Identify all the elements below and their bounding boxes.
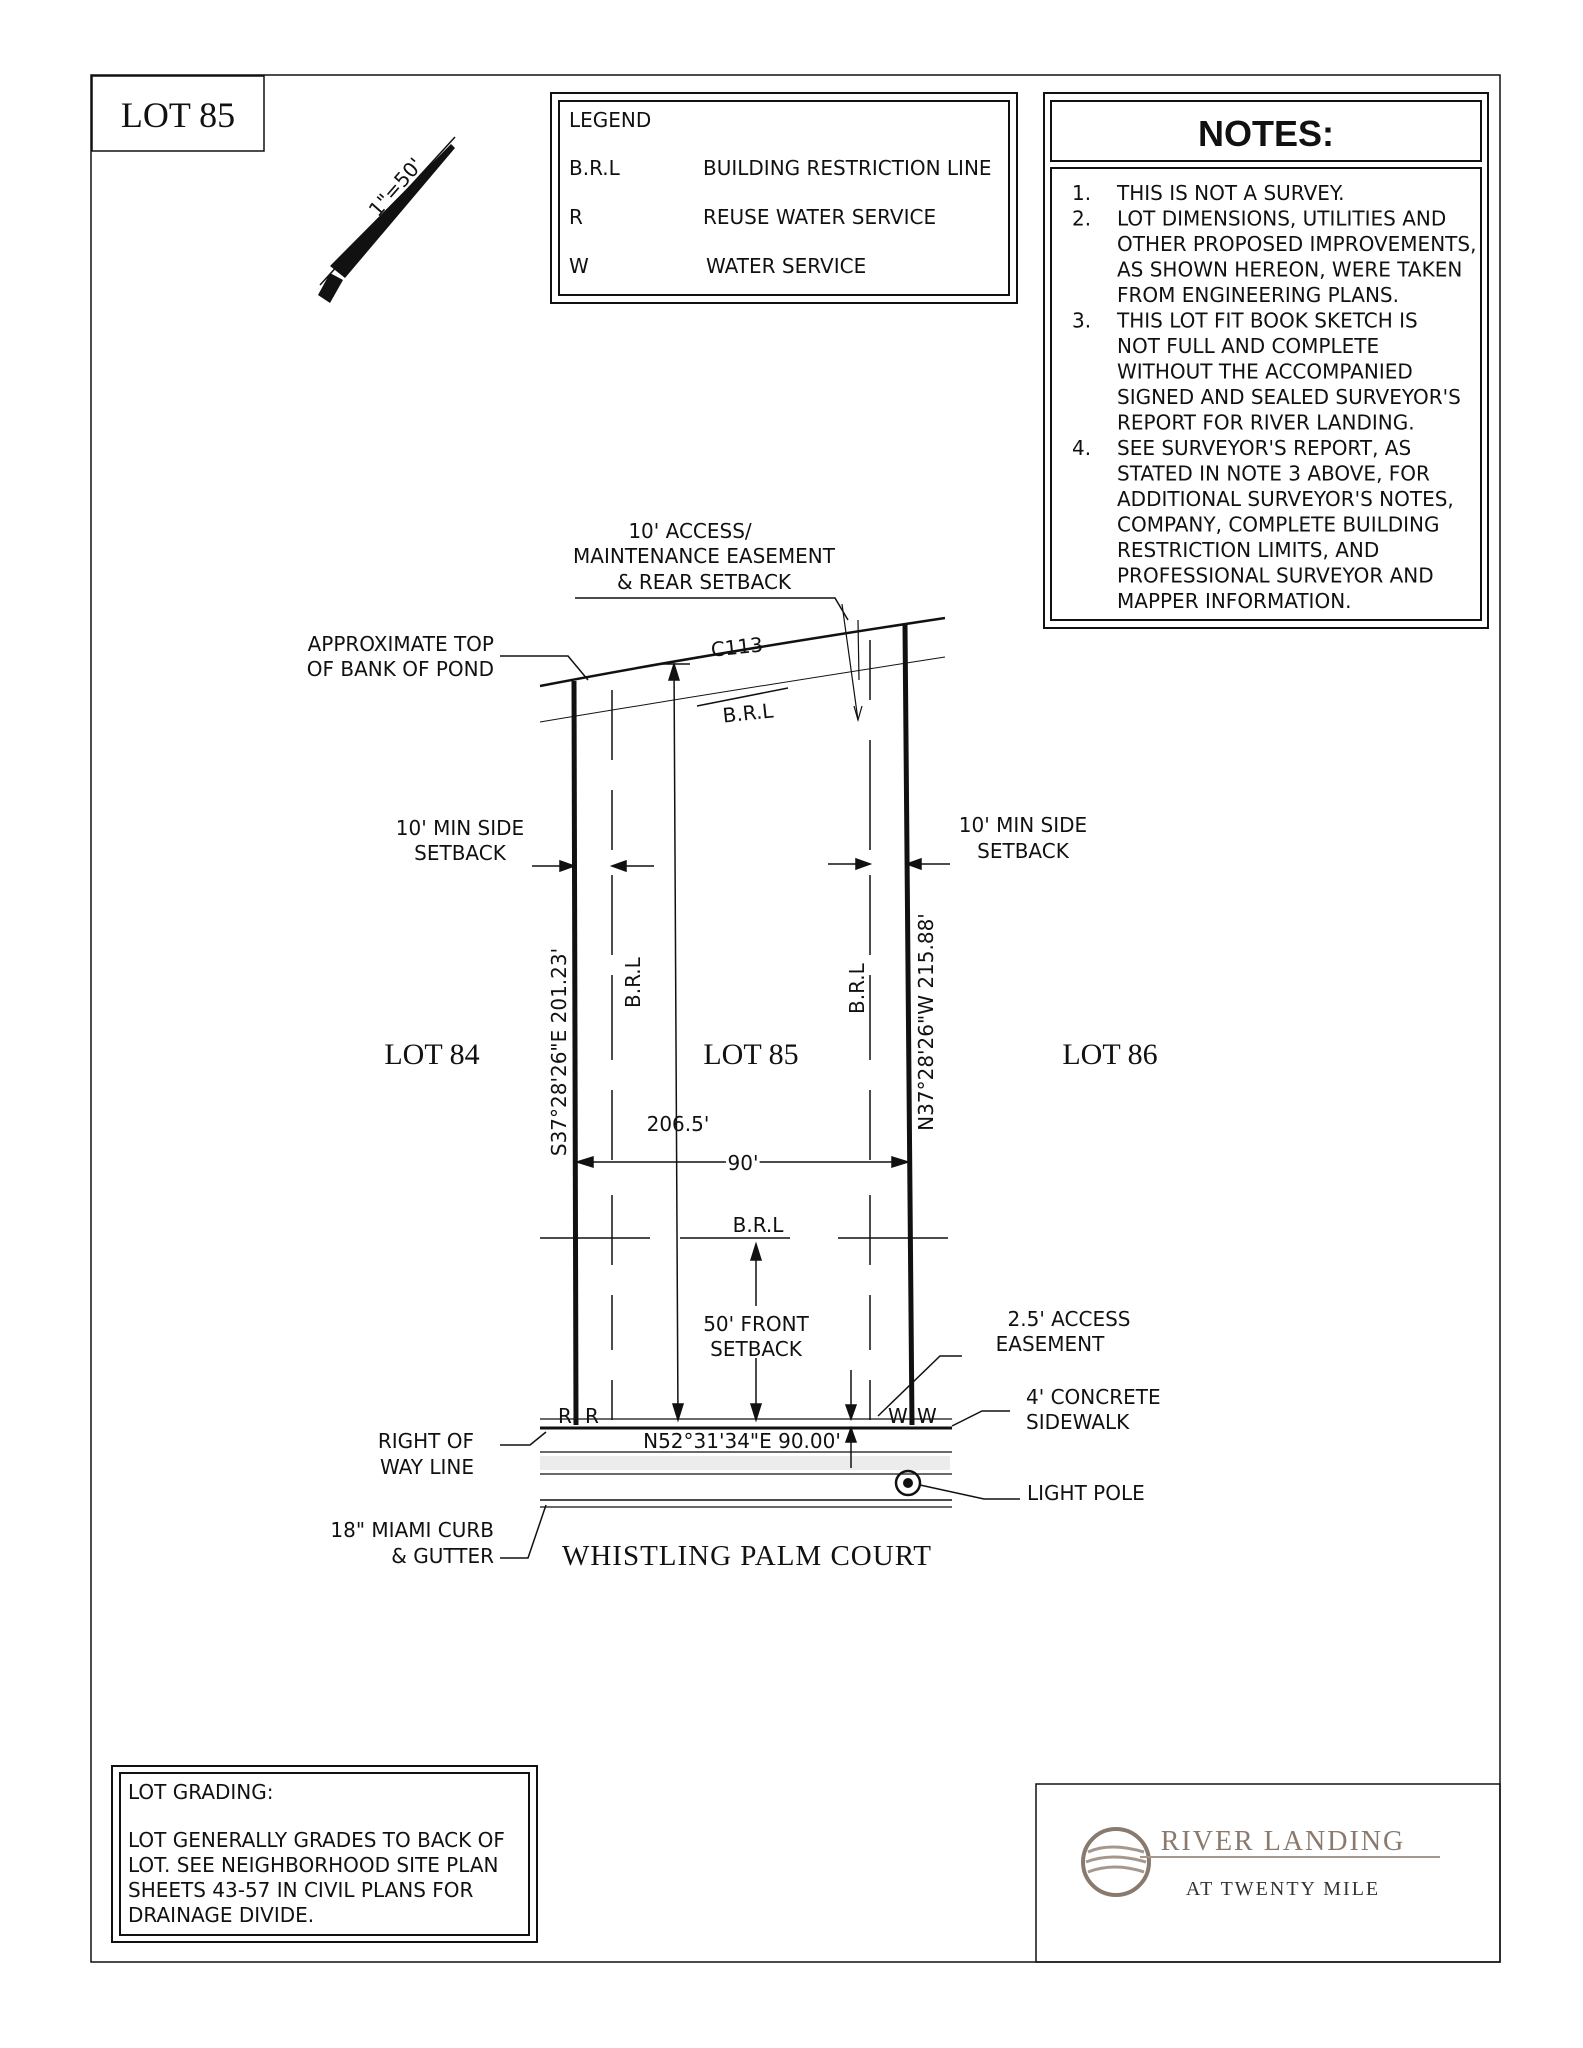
logo-box [1036,1784,1500,1962]
right-of-way-2: WAY LINE [379,1455,474,1479]
sidewalk-label-2: SIDEWALK [1026,1410,1130,1434]
sidewalk-label-1: 4' CONCRETE [1026,1385,1161,1409]
notes-list [1072,181,1476,613]
lot-grading-line-2: LOT. SEE NEIGHBORHOOD SITE PLAN [128,1853,499,1877]
note-line: NOT FULL AND COMPLETE [1117,334,1380,358]
note-number: 3. [1072,308,1092,333]
front-bearing: N52°31'34"E 90.00' [643,1429,841,1453]
street-name: WHISTLING PALM COURT [561,1540,933,1572]
note-line: RESTRICTION LIMITS, AND [1117,538,1380,562]
note-line: COMPANY, COMPLETE BUILDING [1117,512,1440,537]
legend-code-r: R [569,205,583,229]
lot-grading-box [112,1766,537,1942]
side-setback-left-2: SETBACK [414,841,506,865]
right-of-way-1: RIGHT OF [377,1429,474,1453]
legend-title: LEGEND [569,108,652,132]
right-bearing: N37°28'26"W 215.88' [914,913,938,1131]
note-line: PROFESSIONAL SURVEYOR AND [1117,563,1434,588]
curb-label-1: 18" MIAMI CURB [330,1518,494,1542]
access-easement-2: EASEMENT [995,1332,1105,1356]
notes-title: NOTES: [1197,113,1335,154]
lot-86-label: LOT 86 [1062,1038,1158,1071]
curb-label-2: & GUTTER [391,1544,494,1568]
sidewalk [540,1456,950,1470]
depth-label: 206.5' [646,1112,710,1136]
legend-desc-brl: BUILDING RESTRICTION LINE [703,156,992,180]
water-service-right: W [917,1404,937,1428]
legend-desc-r: REUSE WATER SERVICE [703,205,937,229]
lot-grading-line-1: LOT GENERALLY GRADES TO BACK OF [128,1828,505,1852]
rear-brl-label: B.R.L [721,698,775,728]
left-setback-dims [532,861,654,871]
legend-code-brl: B.R.L [569,156,620,180]
curve-label: C113 [709,632,765,662]
notes-box [1044,93,1488,628]
reuse-service-left: R [558,1404,572,1428]
note-line: STATED IN NOTE 3 ABOVE, FOR [1117,461,1430,486]
front-setback-2: SETBACK [710,1337,802,1361]
reuse-service-right: R [585,1404,599,1428]
light-pole-label: LIGHT POLE [1027,1481,1145,1505]
top-of-bank-line-1: APPROXIMATE TOP [307,632,494,656]
lot-84-label: LOT 84 [384,1038,480,1071]
side-setback-right-2: SETBACK [977,839,1069,863]
lot-grading-line-4: DRAINAGE DIVIDE. [128,1903,315,1927]
note-line: SEE SURVEYOR'S REPORT, AS [1117,436,1412,460]
side-setback-right-1: 10' MIN SIDE [958,813,1088,837]
lot-tag: LOT 85 [120,95,236,135]
note-number: 1. [1072,181,1092,205]
top-of-bank-line-2: OF BANK OF POND [306,657,494,681]
logo-name: RIVER LANDING [1160,1826,1406,1857]
left-brl-label: B.R.L [621,957,645,1008]
lot-85-label: LOT 85 [703,1038,799,1071]
note-line: WITHOUT THE ACCOMPANIED [1117,359,1413,384]
sheet-border [91,75,1500,1962]
scale-bar [318,137,455,303]
note-line: ADDITIONAL SURVEYOR'S NOTES, [1117,487,1454,511]
side-setback-left-1: 10' MIN SIDE [395,816,525,840]
rear-easement-line-1: 10' ACCESS/ [628,519,752,543]
legend-code-w: W [569,254,589,278]
note-line: THIS IS NOT A SURVEY. [1117,181,1345,205]
lot-line-left [574,681,576,1425]
lot-line-right [905,625,912,1425]
legend-desc-w: WATER SERVICE [706,254,867,278]
note-line: FROM ENGINEERING PLANS. [1117,283,1399,307]
left-bearing: S37°28'26"E 201.23' [547,947,571,1157]
water-service-left: W [888,1404,908,1428]
note-line: OTHER PROPOSED IMPROVEMENTS, [1117,232,1477,256]
note-line: SIGNED AND SEALED SURVEYOR'S [1117,385,1461,409]
note-number: 4. [1072,436,1092,460]
note-line: THIS LOT FIT BOOK SKETCH IS [1117,308,1418,333]
rear-easement-line-3: & REAR SETBACK [616,570,792,594]
logo-sub: AT TWENTY MILE [1185,1878,1381,1900]
note-line: LOT DIMENSIONS, UTILITIES AND [1117,206,1447,231]
lot-grading-title: LOT GRADING: [128,1780,274,1804]
lot-plan [307,519,1161,1572]
side-brl-lines [540,640,948,1420]
lot-grading-line-3: SHEETS 43-57 IN CIVIL PLANS FOR [128,1878,474,1902]
right-setback-dims [828,859,950,869]
front-brl-label: B.R.L [732,1213,784,1237]
note-line: REPORT FOR RIVER LANDING. [1117,410,1415,435]
note-number: 2. [1072,206,1092,231]
right-brl-label: B.R.L [845,963,869,1014]
depth-dimension [660,664,690,1420]
access-easement-1: 2.5' ACCESS [1007,1307,1131,1331]
scale-label: 1"=50' [363,152,428,222]
lot-tag-box [92,76,264,151]
note-line: AS SHOWN HEREON, WERE TAKEN [1117,257,1463,282]
note-line: MAPPER INFORMATION. [1117,589,1352,613]
width-label: 90' [727,1151,759,1175]
rear-easement-line-2: MAINTENANCE EASEMENT [573,544,835,568]
legend-box [551,93,1017,303]
front-setback-1: 50' FRONT [703,1312,809,1336]
